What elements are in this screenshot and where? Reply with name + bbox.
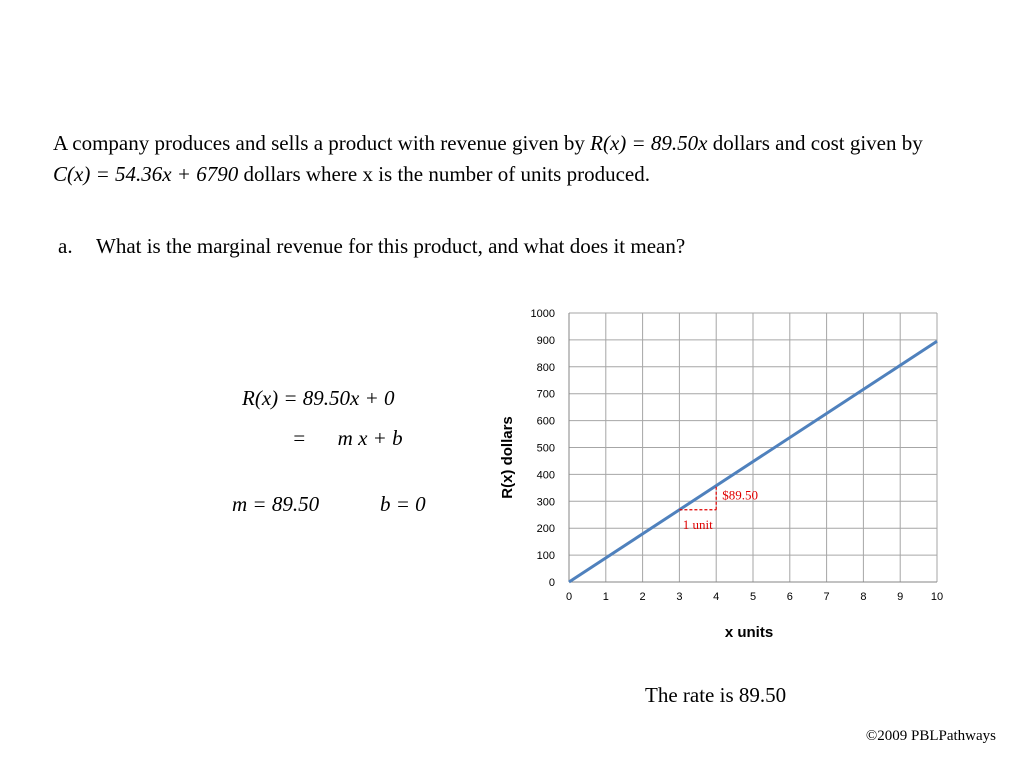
x-tick-label: 5	[749, 591, 757, 603]
x-tick-label: 4	[713, 591, 720, 603]
x-tick-label: 10	[930, 591, 944, 603]
x-tick-label: 1	[602, 591, 609, 603]
x-axis-title: x units	[724, 624, 774, 641]
revenue-function: R(x) = 89.50x	[590, 131, 708, 155]
y-tick-label: 100	[536, 550, 555, 563]
problem-text-2: dollars and cost given by	[707, 131, 923, 155]
question-text: What is the marginal revenue for this product, and what does it mean?	[96, 234, 686, 258]
cost-function: C(x) = 54.36x + 6790	[53, 162, 239, 186]
x-tick-label: 2	[639, 591, 646, 603]
rate-statement: The rate is 89.50	[645, 683, 787, 707]
copyright: ©2009 PBLPathways	[865, 728, 996, 744]
x-tick-label: 0	[565, 591, 573, 603]
x-tick-label: 7	[823, 591, 830, 603]
run-label: 1 unit	[682, 516, 713, 532]
x-tick-label: 3	[676, 591, 683, 603]
y-tick-label: 1000	[530, 308, 555, 320]
problem-text-1: A company produces and sells a product with revenue given by	[53, 131, 591, 155]
equation-revenue: R(x) = 89.50x + 0	[242, 386, 395, 410]
problem-statement	[53, 128, 953, 190]
y-tick-label: 900	[536, 334, 555, 347]
equation-linear-form: = m x + b	[292, 426, 403, 450]
equation-intercept: b = 0	[380, 492, 426, 516]
revenue-chart	[490, 296, 960, 656]
y-tick-label: 300	[536, 496, 555, 509]
x-tick-label: 6	[786, 591, 793, 603]
y-tick-label: 600	[536, 415, 555, 428]
y-tick-label: 700	[536, 388, 555, 401]
x-tick-label: 9	[897, 591, 904, 603]
y-tick-label: 800	[536, 361, 555, 374]
question-a	[58, 234, 685, 259]
y-tick-label: 400	[536, 469, 555, 482]
question-label: a.	[58, 234, 73, 258]
rise-label: $89.50	[722, 487, 758, 503]
problem-text-3: dollars where x is the number of units produced.	[238, 162, 650, 186]
y-axis-title: R(x) dollars	[499, 416, 516, 499]
equation-slope: m = 89.50	[232, 492, 320, 516]
y-tick-label: 500	[536, 442, 555, 455]
y-tick-label: 200	[536, 523, 555, 536]
y-tick-label: 0	[548, 577, 555, 589]
x-tick-label: 8	[860, 591, 867, 603]
